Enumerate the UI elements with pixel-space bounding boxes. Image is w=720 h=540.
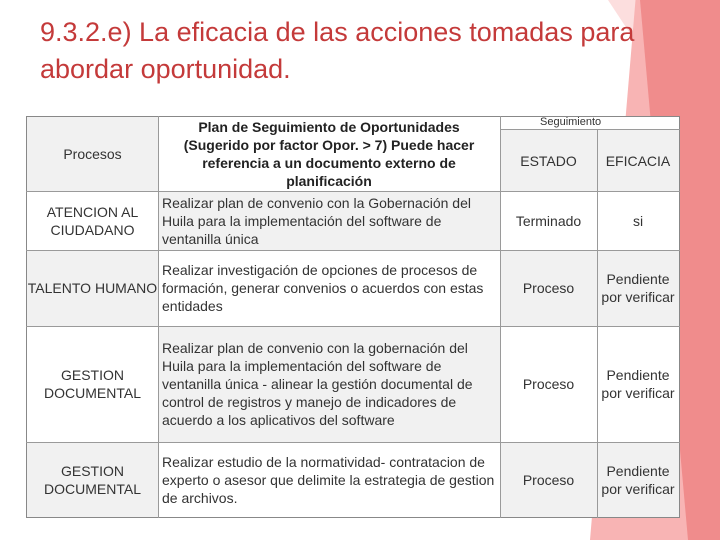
row-divider bbox=[26, 326, 680, 327]
header-plan bbox=[158, 117, 500, 191]
table-row-4-proceso bbox=[27, 442, 158, 517]
row-2-estado-text: Proceso bbox=[522, 280, 575, 296]
row-1-eficacia-text: si bbox=[632, 212, 644, 229]
row-divider bbox=[26, 250, 680, 251]
row-2-eficacia-text: Pendiente por verificar bbox=[601, 271, 675, 305]
header-estado-label: ESTADO bbox=[520, 152, 577, 169]
row-3-proceso-text: GESTION DOCUMENTAL bbox=[44, 367, 141, 401]
row-4-eficacia-text: Pendiente por verificar bbox=[601, 462, 675, 497]
row-3-eficacia-text: Pendiente por verificar bbox=[601, 367, 675, 401]
row-3-plan-text: Realizar plan de convenio con la gobernación del Huila para la implementación del software de ventanilla única - alinear la gestión documental de control de registros y manejo de indicadores de acuerdo a los aplicativos del software bbox=[162, 340, 473, 428]
row-3-estado-text: Proceso bbox=[522, 376, 575, 392]
page-title: 9.3.2.e) La eficacia de las acciones tomadas para abordar oportunidad. bbox=[40, 17, 635, 84]
header-eficacia-label: EFICACIA bbox=[605, 152, 671, 169]
table-row-3-plan bbox=[158, 326, 500, 442]
row-1-estado-text: Terminado bbox=[515, 212, 582, 229]
table-row-3-proceso bbox=[27, 326, 158, 442]
row-2-proceso-text: TALENTO HUMANO bbox=[27, 280, 158, 296]
header-eficacia bbox=[597, 130, 679, 191]
table-row-4-plan bbox=[158, 442, 500, 517]
table-row-4-estado bbox=[500, 442, 597, 517]
header-procesos bbox=[27, 117, 158, 191]
seguimiento-divider bbox=[500, 129, 680, 130]
table-row-1-estado bbox=[500, 191, 597, 250]
table-row-2-estado bbox=[500, 250, 597, 326]
table-row-1-proceso bbox=[27, 191, 158, 250]
row-divider bbox=[26, 191, 680, 192]
row-4-proceso-text: GESTION DOCUMENTAL bbox=[44, 462, 141, 497]
header-procesos-label: Procesos bbox=[63, 146, 122, 162]
table-row-1-plan bbox=[158, 191, 500, 250]
column-divider bbox=[597, 129, 598, 518]
table-row-3-estado bbox=[500, 326, 597, 442]
row-divider bbox=[26, 442, 680, 443]
table-row-2-eficacia bbox=[597, 250, 679, 326]
table-row-3-eficacia bbox=[597, 326, 679, 442]
row-1-plan-text: Realizar plan de convenio con la Gobernación del Huila para la implementación del software de ventanilla única bbox=[162, 194, 471, 247]
table-row-2-plan bbox=[158, 250, 500, 326]
header-seguimiento: Seguimiento bbox=[540, 116, 602, 128]
table-row-4-eficacia bbox=[597, 442, 679, 517]
row-2-plan-text: Realizar investigación de opciones de procesos de formación, generar convenios o acuerdos con estas entidades bbox=[162, 262, 484, 314]
table-row-2-proceso bbox=[27, 250, 158, 326]
column-divider bbox=[500, 116, 501, 518]
row-4-estado-text: Proceso bbox=[522, 471, 575, 488]
row-1-proceso-text: ATENCION AL CIUDADANO bbox=[46, 203, 139, 238]
column-divider bbox=[158, 116, 159, 518]
table-row-1-eficacia bbox=[597, 191, 679, 250]
header-plan-label: Plan de Seguimiento de Oportunidades (Sugerido por factor Opor. > 7) Puede hacer referencia a un documento externo de planificación bbox=[183, 119, 475, 189]
row-4-plan-text: Realizar estudio de la normatividad- contratacion de experto o asesor que delimite la estrategia de gestion de archivos. bbox=[162, 453, 495, 506]
header-estado bbox=[500, 130, 597, 191]
